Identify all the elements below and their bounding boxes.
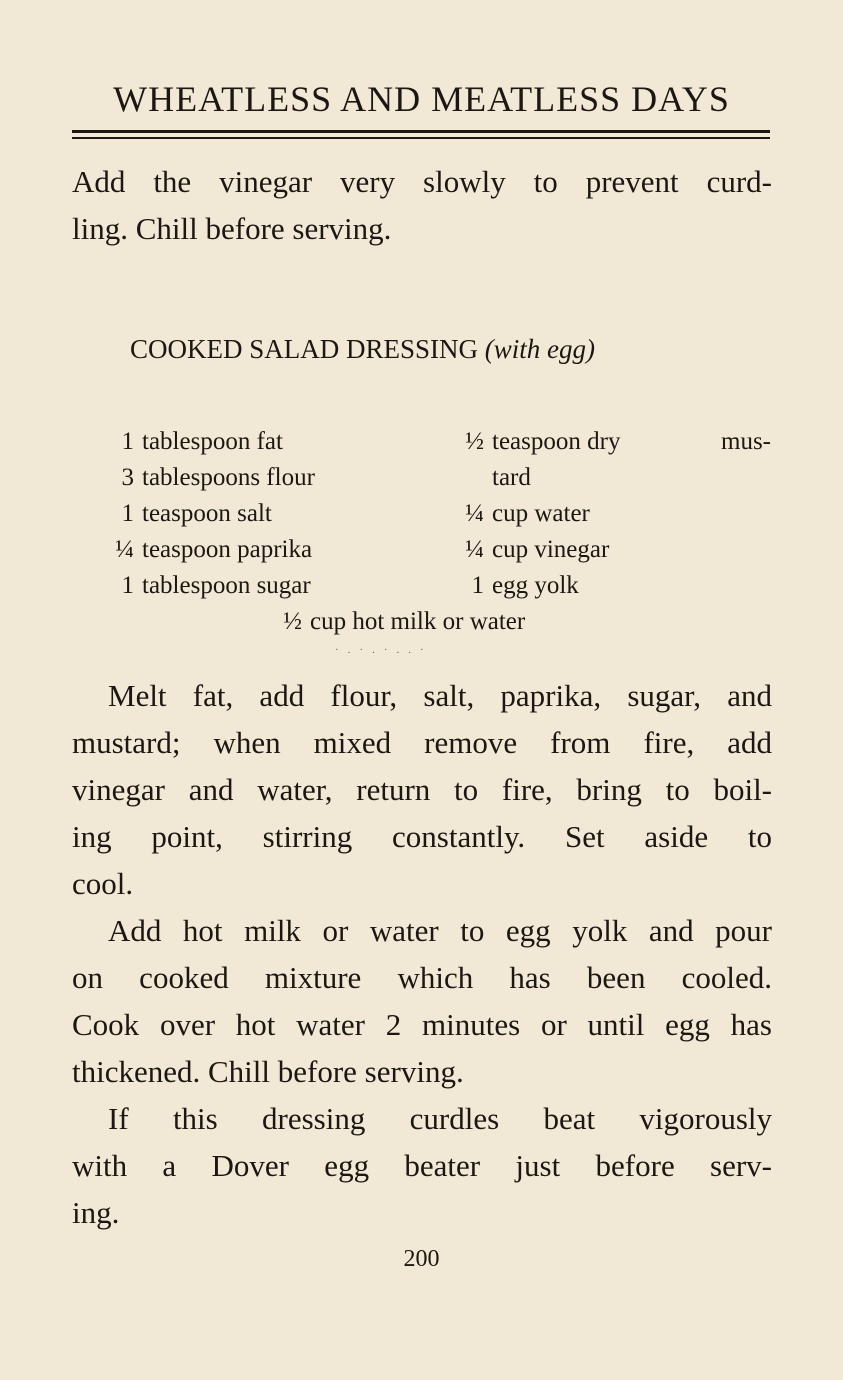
ingredient-text: teaspoon salt [142,500,272,527]
ingredient-qty: 1 [121,572,134,599]
ingredient-centered [280,608,525,636]
page-number: 200 [403,1246,440,1272]
ingredient-left [112,428,283,456]
method-line: ing. [72,1195,120,1230]
ingredient-text: tablespoon sugar [142,572,311,599]
ingredient-text: tard [492,464,531,491]
ingredient-text: cup vinegar [492,536,610,563]
ingredient-right [462,572,579,600]
intro-line: Add the vinegar very slowly to prevent curd- [72,164,772,199]
ingredient-text: cup hot milk or water [310,608,526,635]
ingredient-text: cup water [492,500,590,527]
ingredient-text: teaspoon dry [492,428,621,455]
ingredient-right [462,500,590,528]
method-line: with a Dover egg beater just before serv- [72,1148,772,1183]
ingredient-qty: 1 [121,500,134,527]
running-head: WHEATLESS AND MEATLESS DAYS [113,79,730,119]
intro-line: ling. Chill before serving. [72,211,392,246]
ingredient-text: tablespoon fat [142,428,283,455]
ingredient-qty: ¼ [115,536,134,563]
ingredient-qty: ¼ [465,536,484,563]
method-line: Melt fat, add flour, salt, paprika, sugar, and [108,678,772,713]
method-paragraph [72,907,772,1095]
method-line: ing point, stirring constantly. Set aside to [72,819,772,854]
method-line: thickened. Chill before serving. [72,1054,464,1089]
method-paragraph [72,1095,772,1236]
ingredient-right [492,464,531,492]
ingredient-qty: 1 [471,572,484,599]
ingredient-qty: ¼ [465,500,484,527]
method-line: on cooked mixture which has been cooled. [72,960,772,995]
ingredient-qty: ½ [283,608,302,635]
method-line: vinegar and water, return to fire, bring to boil- [72,772,772,807]
header-rule-top [72,130,770,133]
ingredient-right [462,428,620,456]
ingredient-left [112,536,312,564]
recipe-title-text: COOKED SALAD DRESSING [130,334,479,364]
ingredient-text: egg yolk [492,572,579,599]
recipe-title [130,334,595,365]
ingredient-text: tablespoons flour [142,464,315,491]
ingredient-qty: 1 [121,428,134,455]
ingredient-left [112,572,311,600]
ornament-dots: ·.·.·..· [335,644,433,656]
ingredient-left [112,500,272,528]
header-rule-bottom [72,137,770,139]
ingredient-qty: 3 [121,464,134,491]
ingredient-text-continued: mus- [721,428,771,455]
ingredient-text: teaspoon paprika [142,536,313,563]
recipe-title-qualifier: (with egg) [484,334,596,364]
method-line: If this dressing curdles beat vigorously [108,1101,772,1136]
ingredient-right [462,536,609,564]
method-line: Cook over hot water 2 minutes or until egg has [72,1007,772,1042]
method-line: Add hot milk or water to egg yolk and pour [108,913,772,948]
method-text [72,672,772,1236]
method-paragraph [72,672,772,907]
ingredient-left [112,464,315,492]
intro-paragraph [72,158,772,252]
method-line: cool. [72,866,134,901]
method-line: mustard; when mixed remove from fire, add [72,725,772,760]
ingredient-qty: ½ [465,428,484,455]
